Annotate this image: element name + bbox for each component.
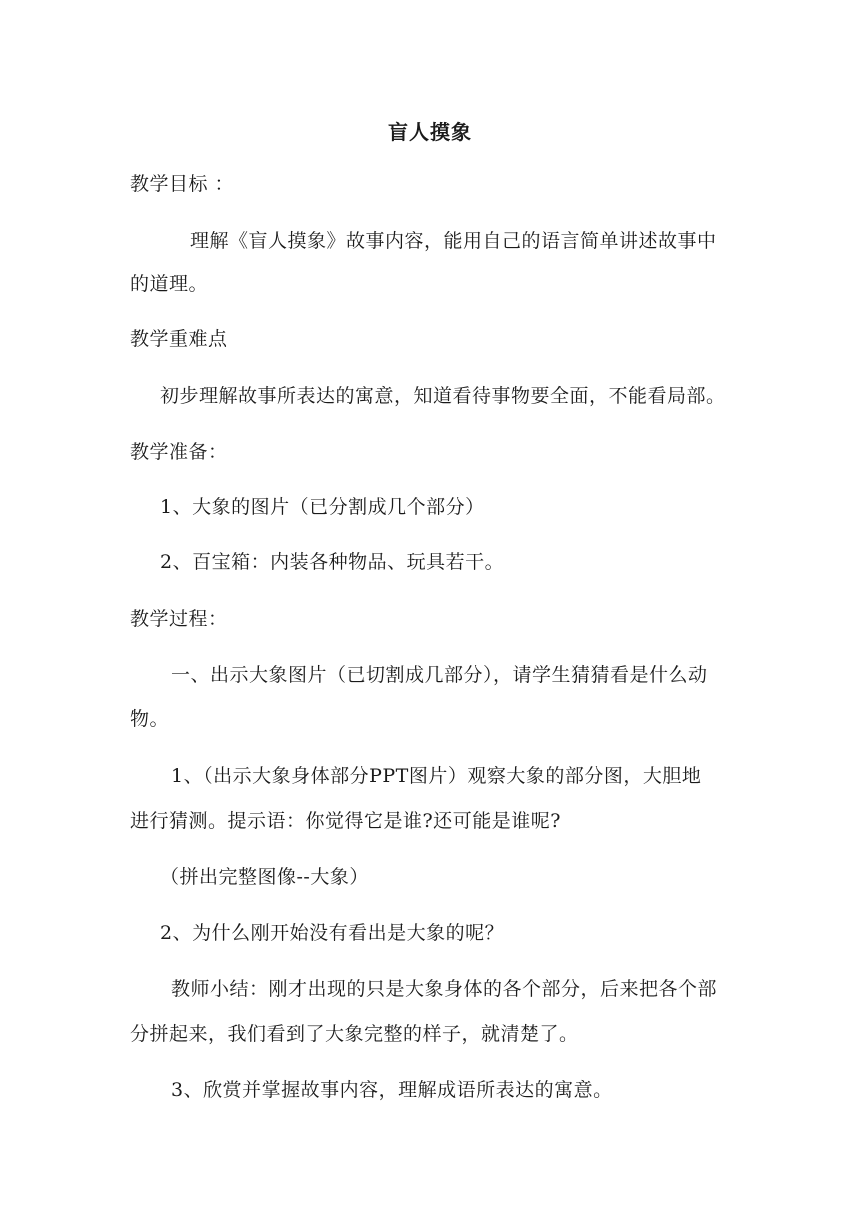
key-text: 初步理解故事所表达的寓意，知道看待事物要全面，不能看局部。 bbox=[160, 385, 726, 407]
summary-line-2: 分拼起来，我们看到了大象完整的样子，就清楚了。 bbox=[130, 1023, 579, 1045]
prep-item-2: 2、百宝箱：内装各种物品、玩具若干。 bbox=[160, 551, 505, 573]
sub1-note: （拼出完整图像--大象） bbox=[160, 866, 369, 888]
goal-text-line-1: 理解《盲人摸象》故事内容，能用自己的语言简单讲述故事中 bbox=[190, 230, 717, 252]
document-title: 盲人摸象 bbox=[388, 120, 472, 144]
sub1-line-2: 进行猜测。提示语：你觉得它是谁?还可能是谁呢? bbox=[130, 810, 561, 832]
goal-text-line-2: 的道理。 bbox=[130, 273, 209, 295]
step1-line-1: 一、出示大象图片（已切割成几部分），请学生猜猜看是什么动 bbox=[171, 664, 708, 686]
sub3: 3、欣赏并掌握故事内容，理解成语所表达的寓意。 bbox=[171, 1079, 613, 1101]
step1-line-2: 物。 bbox=[130, 708, 170, 730]
process-heading: 教学过程： bbox=[130, 608, 228, 630]
summary-line-1: 教师小结：刚才出现的只是大象身体的各个部分，后来把各个部 bbox=[171, 978, 718, 1000]
sub1-line-1: 1、（出示大象身体部分PPT图片）观察大象的部分图，大胆地 bbox=[171, 765, 702, 787]
prep-heading: 教学准备： bbox=[130, 441, 228, 463]
key-heading: 教学重难点 bbox=[130, 328, 228, 350]
goal-heading: 教学目标 ： bbox=[130, 173, 235, 195]
sub2: 2、为什么刚开始没有看出是大象的呢？ bbox=[160, 922, 505, 944]
prep-item-1: 1、大象的图片（已分割成几个部分） bbox=[160, 496, 485, 518]
